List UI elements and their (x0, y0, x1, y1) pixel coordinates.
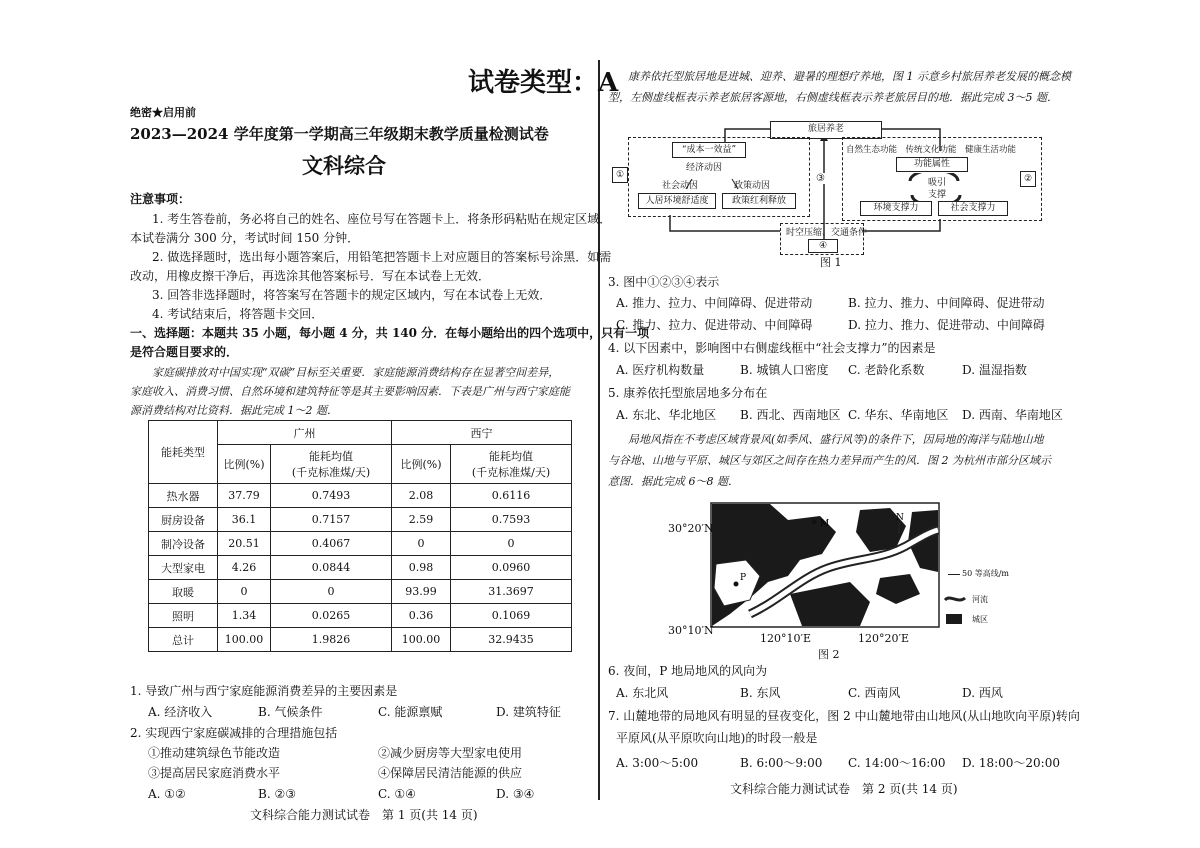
q2-item: ④保障居民清洁能源的供应 (378, 766, 523, 780)
question-4: 4. 以下因素中，影响图中右侧虚线框中“社会支撑力”的因素是 (608, 341, 936, 355)
table-cell: 0.0960 (451, 556, 572, 580)
table-cell: 0.4067 (271, 532, 392, 556)
node-env-support: 环境支撑力 (860, 201, 932, 216)
table-cell: 0.1069 (451, 604, 572, 628)
marker-4: ④ (808, 239, 838, 253)
cycle-arrows-icon (900, 173, 970, 203)
legend-contour: 50 等高线/m (962, 569, 1010, 578)
q7-option-d[interactable]: D. 18:00～20:00 (962, 756, 1060, 770)
north-label: N (896, 513, 904, 523)
exam-title: 2023—2024 学年度第一学期高三年级期末教学质量检测试卷 (130, 125, 549, 143)
intro2-line: 局地风指在不考虑区域背景风(如季风、盛行风等)的条件下，因局地的海洋与陆地山地 (628, 433, 1044, 446)
q7-option-c[interactable]: C. 14:00～16:00 (848, 756, 946, 770)
table-cell: 0.36 (392, 604, 451, 628)
q5-option-d[interactable]: D. 西南、华南地区 (962, 408, 1063, 422)
node-senior-travel: 旅居养老 (770, 121, 882, 139)
table-cell: 0 (451, 532, 572, 556)
notice-line: 4. 考试结束后，将答题卡交回． (152, 307, 324, 321)
question-1: 1. 导致广州与西宁家庭能源消费差异的主要因素是 (130, 684, 398, 698)
table-cell: 厨房设备 (149, 508, 218, 532)
q7-option-a[interactable]: A. 3:00～5:00 (616, 756, 699, 770)
page-footer: 文科综合能力测试试卷 第 2 页(共 14 页) (730, 782, 958, 796)
table-header: 比例(%) (392, 445, 451, 484)
city-legend-icon (946, 614, 962, 624)
q3-option-c[interactable]: C. 推力、拉力、促进带动、中间障碍 (616, 318, 813, 332)
notice-line: 改动，用橡皮擦干净后，再选涂其他答案标号．写在本试卷上无效． (130, 269, 491, 283)
q3-option-a[interactable]: A. 推力、拉力、中间障碍、促进带动 (616, 296, 813, 310)
table-cell: 0.0265 (271, 604, 392, 628)
figure-2-map (710, 502, 940, 628)
question-5: 5. 康养依托型旅居地多分布在 (608, 386, 768, 400)
marker-3: ③ (816, 173, 825, 184)
table-cell: 0.7157 (271, 508, 392, 532)
table-header: 比例(%) (218, 445, 271, 484)
q6-option-c[interactable]: C. 西南风 (848, 686, 901, 700)
table-cell: 1.34 (218, 604, 271, 628)
section-heading: 是符合题目要求的． (130, 345, 239, 359)
paper-type: 试卷类型：A (468, 68, 619, 98)
table-cell: 0.7493 (271, 484, 392, 508)
label-attract: 吸引 (928, 178, 947, 188)
table-cell: 0 (271, 580, 392, 604)
table-cell: 大型家电 (149, 556, 218, 580)
notice-line: 本试卷满分 300 分，考试时间 150 分钟． (130, 231, 360, 245)
question-7-cont: 平原风(从平原吹向山地)的时段一般是 (616, 731, 818, 745)
q2-option-c[interactable]: C. ①④ (378, 787, 416, 801)
q6-option-b[interactable]: B. 东风 (740, 686, 781, 700)
table-row (149, 484, 572, 508)
table-cell: 0 (392, 532, 451, 556)
q4-option-a[interactable]: A. 医疗机构数量 (616, 363, 705, 377)
lat-bottom-label: 30°10′N (668, 624, 714, 637)
q4-option-b[interactable]: B. 城镇人口密度 (740, 363, 829, 377)
table-cell: 37.79 (218, 484, 271, 508)
table-header: 能耗均值 (千克标准煤/天) (271, 445, 392, 484)
table-cell: 取暖 (149, 580, 218, 604)
secret-label: 绝密★启用前 (130, 106, 196, 119)
page-footer: 文科综合能力测试试卷 第 1 页(共 14 页) (250, 808, 478, 822)
label-functions: 自然生态功能 传统文化功能 健康生活功能 (846, 145, 1017, 155)
q1-option-a[interactable]: A. 经济收入 (148, 705, 213, 719)
q6-option-a[interactable]: A. 东北风 (616, 686, 669, 700)
table-row (149, 556, 572, 580)
table-cell: 热水器 (149, 484, 218, 508)
notice-line: 2. 做选择题时，选出每小题答案后，用铅笔把答题卡上对应题目的答案标号涂黑．如需 (152, 250, 612, 264)
contour-legend-icon (948, 574, 960, 576)
table-header: 能耗均值 (千克标准煤/天) (451, 445, 572, 484)
table-cell: 36.1 (218, 508, 271, 532)
legend-river: 河流 (972, 595, 988, 604)
figure-1-diagram (610, 115, 1070, 265)
table-header: 能耗类型 (149, 421, 218, 484)
lon-1-label: 120°10′E (760, 632, 812, 645)
river-legend-icon (944, 594, 966, 604)
q1-option-c[interactable]: C. 能源禀赋 (378, 705, 443, 719)
node-living-comfort: 人居环境舒适度 (638, 193, 716, 209)
notice-line: 3. 回答非选择题时，将答案写在答题卡的规定区域内，写在本试卷上无效． (152, 288, 552, 302)
question-7: 7. 山麓地带的局地风有明显的昼夜变化，图 2 中山麓地带由山地风(从山地吹向平原)转向 (608, 709, 1080, 723)
table-cell: 制冷设备 (149, 532, 218, 556)
table-cell: 100.00 (218, 628, 271, 652)
table-cell: 2.59 (392, 508, 451, 532)
q4-option-c[interactable]: C. 老龄化系数 (848, 363, 925, 377)
label-policy-driver: 政策动因 (734, 181, 771, 191)
intro2-line: 意图．据此完成 6～8 题． (608, 475, 739, 488)
intro-line: 康养依托型旅居地是进城、迎养、避暑的理想疗养地，图 1 示意乡村旅居养老发展的概念模 (628, 70, 1071, 83)
q2-option-a[interactable]: A. ①② (148, 787, 186, 801)
marker-1: ① (612, 167, 628, 183)
table-cell: 照明 (149, 604, 218, 628)
table-row (149, 628, 572, 652)
q6-option-d[interactable]: D. 西风 (962, 686, 1003, 700)
q7-option-b[interactable]: B. 6:00～9:00 (740, 756, 823, 770)
notice-title: 注意事项： (130, 192, 191, 206)
figure-1-caption: 图 1 (820, 256, 842, 269)
table-cell: 4.26 (218, 556, 271, 580)
q3-option-b[interactable]: B. 拉力、推力、中间障碍、促进带动 (848, 296, 1045, 310)
table-cell: 总计 (149, 628, 218, 652)
q5-option-b[interactable]: B. 西北、西南地区 (740, 408, 841, 422)
q2-option-d[interactable]: D. ③④ (496, 787, 535, 801)
q2-item: ②减少厨房等大型家电使用 (378, 746, 523, 760)
table-cell: 93.99 (392, 580, 451, 604)
node-function-attr: 功能属性 (896, 157, 968, 172)
q2-item: ①推动建筑绿色节能改造 (148, 746, 281, 760)
energy-table (148, 420, 572, 652)
q1-option-d[interactable]: D. 建筑特征 (496, 705, 561, 719)
table-row (149, 508, 572, 532)
table-cell: 0.98 (392, 556, 451, 580)
label-social: 社会动因 (662, 181, 699, 191)
question-2: 2. 实现西宁家庭碳减排的合理措施包括 (130, 726, 338, 740)
question-6: 6. 夜间，P 地局地风的风向为 (608, 664, 768, 678)
table-cell: 100.00 (392, 628, 451, 652)
intro-line: 型，左侧虚线框表示养老旅居客源地，右侧虚线框表示养老旅居目的地．据此完成 3～5 题． (608, 91, 1058, 104)
table-cell: 2.08 (392, 484, 451, 508)
point-m-label: M (820, 519, 830, 529)
label-traffic: 时空压缩、交通条件 (786, 228, 868, 238)
table-cell: 31.3697 (451, 580, 572, 604)
q1-option-b[interactable]: B. 气候条件 (258, 705, 323, 719)
q4-option-d[interactable]: D. 温湿指数 (962, 363, 1027, 377)
q3-option-d[interactable]: D. 拉力、推力、促进带动、中间障碍 (848, 318, 1045, 332)
table-cell: 1.9826 (271, 628, 392, 652)
subject-title: 文科综合 (302, 153, 386, 178)
q2-item: ③提高居民家庭消费水平 (148, 766, 281, 780)
intro-line: 家庭碳排放对中国实现“双碳”目标至关重要．家庭能源消费结构存在显著空间差异， (152, 366, 560, 379)
q5-option-a[interactable]: A. 东北、华北地区 (616, 408, 717, 422)
q5-option-c[interactable]: C. 华东、华南地区 (848, 408, 949, 422)
table-row (149, 604, 572, 628)
point-p-label: P (740, 573, 747, 583)
table-header: 西宁 (392, 421, 572, 445)
lon-2-label: 120°20′E (858, 632, 910, 645)
marker-2: ② (1020, 171, 1036, 187)
table-row (149, 580, 572, 604)
q2-option-b[interactable]: B. ②③ (258, 787, 296, 801)
intro2-line: 与谷地、山地与平原、城区与郊区之间存在热力差异而产生的风．图 2 为杭州市部分区域示 (608, 454, 1051, 467)
lat-top-label: 30°20′N (668, 522, 714, 535)
section-heading: 一、选择题：本题共 35 小题，每小题 4 分，共 140 分．在每小题给出的四个选项中，只有一项 (130, 326, 650, 340)
table-cell: 0 (218, 580, 271, 604)
question-3: 3. 图中①②③④表示 (608, 275, 720, 289)
label-economic: 经济动因 (686, 163, 723, 173)
table-cell: 32.9435 (451, 628, 572, 652)
label-support: 支撑 (928, 190, 947, 200)
notice-line: 1. 考生答卷前，务必将自己的姓名、座位号写在答题卡上．将条形码粘贴在规定区域． (152, 212, 612, 226)
legend-city: 城区 (972, 615, 988, 624)
right-page (600, 0, 1200, 848)
table-cell: 0.6116 (451, 484, 572, 508)
table-header: 广州 (218, 421, 392, 445)
table-cell: 0.7593 (451, 508, 572, 532)
figure-2-caption: 图 2 (818, 648, 840, 661)
intro-line: 源消费结构对比资料．据此完成 1～2 题． (130, 404, 338, 417)
node-cost-benefit: “成本一效益” (672, 142, 746, 158)
table-cell: 0.0844 (271, 556, 392, 580)
table-row (149, 532, 572, 556)
node-policy-dividend: 政策红利释放 (722, 193, 796, 209)
node-social-support: 社会支撑力 (938, 201, 1008, 216)
table-cell: 20.51 (218, 532, 271, 556)
intro-line: 家庭收入、消费习惯、自然环境和建筑特征等是其主要影响因素．下表是广州与西宁家庭能 (130, 385, 570, 398)
